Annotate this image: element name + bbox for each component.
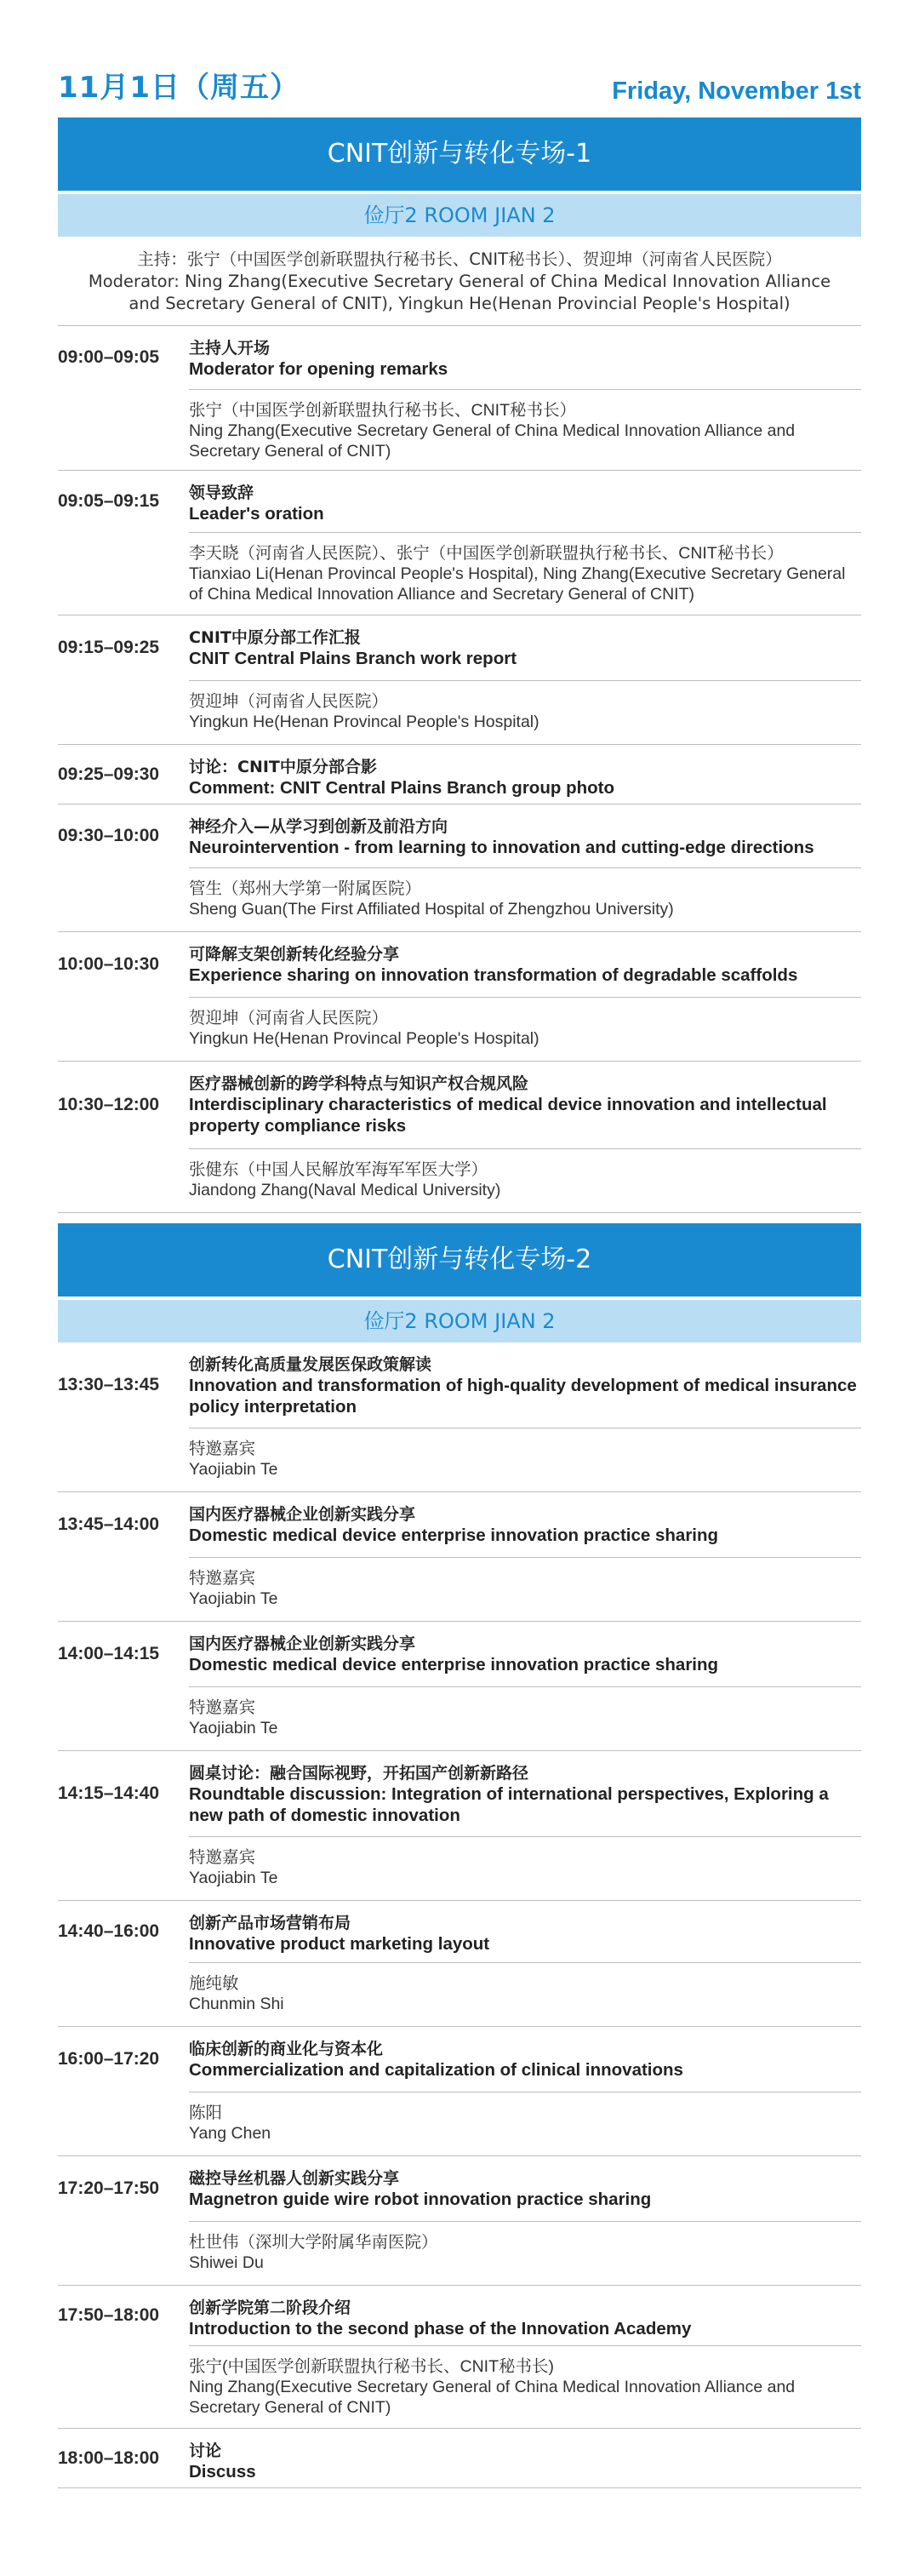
date-en: Friday, November 1st xyxy=(612,77,861,105)
agenda-item xyxy=(58,1342,861,1492)
moderator-line: 主持：张宁（中国医学创新联盟执行秘书长、CNIT秘书长）、贺迎坤（河南省人民医院） xyxy=(137,249,782,269)
topic-en: Interdisciplinary characteristics of medical device innovation and intellectual property compliance risks xyxy=(189,1095,827,1136)
moderator-block xyxy=(58,237,861,326)
topic-en: Domestic medical device enterprise innovation practice sharing xyxy=(189,1526,719,1545)
agenda-topic xyxy=(189,1622,861,1686)
agenda-content xyxy=(189,804,861,931)
speaker-en: Chunmin Shi xyxy=(189,1995,284,2013)
topic-cn: 医疗器械创新的跨学科特点与知识产权合规风险 xyxy=(189,1074,529,1093)
topic-en: Moderator for opening remarks xyxy=(189,359,448,379)
agenda-topic xyxy=(189,932,861,997)
speaker-cn: 陈阳 xyxy=(189,2104,223,2122)
moderator-line: and Secretary General of CNIT), Yingkun He(Henan Provincial People's Hospital) xyxy=(128,294,791,313)
agenda-content xyxy=(189,1751,861,1900)
speaker-cn: 施纯敏 xyxy=(189,1974,239,1993)
session-room: 俭厅2 ROOM JIAN 2 xyxy=(58,194,861,237)
agenda-time: 17:20–17:50 xyxy=(58,2178,160,2198)
topic-cn: 国内医疗器械企业创新实践分享 xyxy=(189,1505,416,1524)
topic-en: Innovative product marketing layout xyxy=(189,1934,490,1954)
topic-cn: 创新学院第二阶段介绍 xyxy=(189,2298,351,2317)
speaker-cn: 特邀嘉宾 xyxy=(189,1848,256,1867)
topic-en: Neurointervention - from learning to innovation and cutting-edge directions xyxy=(189,838,814,857)
agenda-item xyxy=(58,2429,861,2488)
agenda-item xyxy=(58,1751,861,1901)
agenda-item xyxy=(58,326,861,471)
speaker-en: Yaojiabin Te xyxy=(189,1719,278,1737)
speaker-en: Yang Chen xyxy=(189,2124,271,2143)
speaker-en: Yaojiabin Te xyxy=(189,1589,278,1608)
speaker-cn: 管生（郑州大学第一附属医院） xyxy=(189,879,422,898)
agenda-topic xyxy=(189,1342,861,1428)
topic-en: Introduction to the second phase of the Innovation Academy xyxy=(189,2319,692,2338)
agenda-time: 16:00–17:20 xyxy=(58,2049,160,2069)
speaker-en: Sheng Guan(The First Affiliated Hospital of Zhengzhou University) xyxy=(189,900,674,919)
agenda-time: 18:00–18:00 xyxy=(58,2448,160,2468)
topic-en: Innovation and transformation of high-quality development of medical insurance policy interpretation xyxy=(189,1376,857,1417)
speaker-en: Ning Zhang(Executive Secretary General of China Medical Innovation Alliance and Secretary General of CNIT) xyxy=(189,2378,796,2417)
agenda-time: 14:15–14:40 xyxy=(58,1783,160,1803)
topic-cn: 国内医疗器械企业创新实践分享 xyxy=(189,1634,416,1653)
agenda-content xyxy=(189,932,861,1061)
agenda-item xyxy=(58,1901,861,2027)
agenda-time: 09:00–09:05 xyxy=(58,347,160,367)
topic-en: Leader's oration xyxy=(189,504,324,524)
agenda-speaker xyxy=(189,997,861,1062)
speaker-en: Yingkun He(Henan Provincal People's Hospital) xyxy=(189,713,539,731)
speaker-en: Tianxiao Li(Henan Provincal People's Hospital), Ning Zhang(Executive Secretary General of China Medical Innovation Alliance and Secretary General of CNIT) xyxy=(189,564,846,604)
topic-cn: 磁控导丝机器人创新实践分享 xyxy=(189,2169,400,2188)
agenda-content xyxy=(189,2027,861,2155)
agenda-content xyxy=(189,1342,861,1491)
agenda-topic xyxy=(189,1751,861,1836)
agenda-time: 09:30–10:00 xyxy=(58,826,160,845)
agenda-speaker xyxy=(189,1836,861,1901)
agenda-topic xyxy=(189,1901,861,1962)
topic-en: Roundtable discussion: Integration of international perspectives, Exploring a new path of domestic innovation xyxy=(189,1784,829,1825)
agenda-content xyxy=(189,615,861,744)
agenda-item xyxy=(58,1622,861,1751)
agenda-item xyxy=(58,1062,861,1213)
speaker-cn: 张健东（中国人民解放军海军军医大学） xyxy=(189,1160,488,1179)
topic-cn: 创新转化高质量发展医保政策解读 xyxy=(189,1355,432,1374)
agenda-topic xyxy=(189,2156,861,2221)
agenda-topic xyxy=(189,2286,861,2345)
speaker-en: Shiwei Du xyxy=(189,2253,264,2272)
speaker-cn: 张宁（中国医学创新联盟执行秘书长、CNIT秘书长） xyxy=(189,401,576,420)
speaker-en: Yaojiabin Te xyxy=(189,1460,278,1479)
agenda-time: 10:00–10:30 xyxy=(58,954,160,974)
speaker-en: Ning Zhang(Executive Secretary General of China Medical Innovation Alliance and Secretary General of CNIT) xyxy=(189,421,796,461)
topic-cn: 创新产品市场营销布局 xyxy=(189,1914,351,1932)
speaker-en: Jiandong Zhang(Naval Medical University) xyxy=(189,1181,501,1199)
speaker-cn: 张宁(中国医学创新联盟执行秘书长、CNIT秘书长) xyxy=(189,2357,554,2376)
topic-en: CNIT Central Plains Branch work report xyxy=(189,649,517,668)
session-title: CNIT创新与转化专场-1 xyxy=(58,117,861,191)
agenda-time: 09:25–09:30 xyxy=(58,764,160,784)
agenda-time: 14:00–14:15 xyxy=(58,1644,160,1663)
agenda-topic xyxy=(189,745,861,804)
agenda-speaker xyxy=(189,1557,861,1622)
agenda-time: 09:05–09:15 xyxy=(58,491,160,511)
topic-cn: 讨论：CNIT中原分部合影 xyxy=(189,758,377,776)
session-title: CNIT创新与转化专场-2 xyxy=(58,1223,861,1297)
session-room: 俭厅2 ROOM JIAN 2 xyxy=(58,1300,861,1342)
agenda-topic xyxy=(189,2429,861,2488)
agenda-item xyxy=(58,471,861,615)
agenda-content xyxy=(189,1062,861,1212)
topic-en: Domestic medical device enterprise innovation practice sharing xyxy=(189,1655,719,1674)
date-row xyxy=(58,0,861,111)
agenda-topic xyxy=(189,2027,861,2092)
topic-cn: 可降解支架创新转化经验分享 xyxy=(189,945,400,964)
speaker-cn: 李天晓（河南省人民医院）、张宁（中国医学创新联盟执行秘书长、CNIT秘书长） xyxy=(189,544,784,563)
agenda-item xyxy=(58,932,861,1062)
topic-cn: 圆桌讨论：融合国际视野，开拓国产创新新路径 xyxy=(189,1764,529,1783)
agenda-speaker xyxy=(189,680,861,745)
agenda-topic xyxy=(189,804,861,867)
agenda-content xyxy=(189,1622,861,1750)
agenda-item xyxy=(58,1492,861,1622)
topic-en: Commercialization and capitalization of clinical innovations xyxy=(189,2060,683,2080)
agenda-content xyxy=(189,326,861,470)
speaker-en: Yingkun He(Henan Provincal People's Hospital) xyxy=(189,1029,539,1048)
topic-cn: 临床创新的商业化与资本化 xyxy=(189,2040,384,2058)
agenda-content xyxy=(189,745,861,804)
agenda-item xyxy=(58,2286,861,2429)
agenda-topic xyxy=(189,615,861,680)
moderator-line: Moderator: Ning Zhang(Executive Secretary General of China Medical Innovation Alliance xyxy=(88,272,831,291)
topic-en: Comment: CNIT Central Plains Branch group photo xyxy=(189,778,614,798)
agenda-speaker xyxy=(189,1962,861,2027)
topic-cn: CNIT中原分部工作汇报 xyxy=(189,628,361,647)
speaker-cn: 特邀嘉宾 xyxy=(189,1569,256,1588)
topic-cn: 神经介入—从学习到创新及前沿方向 xyxy=(189,817,448,836)
speaker-cn: 杜世伟（深圳大学附属华南医院） xyxy=(189,2233,438,2252)
agenda-item xyxy=(58,745,861,804)
speaker-cn: 特邀嘉宾 xyxy=(189,1440,256,1458)
agenda-item xyxy=(58,804,861,932)
speaker-cn: 贺迎坤（河南省人民医院） xyxy=(189,692,389,711)
topic-cn: 领导致辞 xyxy=(189,484,254,502)
agenda-time: 09:15–09:25 xyxy=(58,638,160,657)
agenda-item xyxy=(58,2027,861,2156)
agenda-speaker xyxy=(189,2092,861,2156)
topic-cn: 讨论 xyxy=(189,2441,222,2460)
agenda-speaker xyxy=(189,532,861,615)
agenda-time: 13:45–14:00 xyxy=(58,1514,160,1534)
agenda-speaker xyxy=(189,1148,861,1213)
agenda-item xyxy=(58,2156,861,2286)
agenda-speaker xyxy=(189,1428,861,1492)
agenda-time: 14:40–16:00 xyxy=(58,1921,160,1941)
agenda-topic xyxy=(189,1062,861,1148)
topic-en: Experience sharing on innovation transformation of degradable scaffolds xyxy=(189,965,798,985)
agenda-time: 17:50–18:00 xyxy=(58,2305,160,2325)
agenda-content xyxy=(189,471,861,615)
agenda-speaker xyxy=(189,2221,861,2286)
topic-en: Discuss xyxy=(189,2462,256,2482)
agenda-time: 13:30–13:45 xyxy=(58,1375,160,1394)
agenda-content xyxy=(189,1901,861,2026)
agenda-topic xyxy=(189,471,861,532)
agenda-content xyxy=(189,2156,861,2285)
agenda-time: 10:30–12:00 xyxy=(58,1095,160,1114)
agenda-item xyxy=(58,615,861,745)
agenda-topic xyxy=(189,1492,861,1557)
sessions-container xyxy=(58,117,861,2488)
agenda-speaker xyxy=(189,2345,861,2429)
agenda-speaker xyxy=(189,389,861,471)
speaker-cn: 特邀嘉宾 xyxy=(189,1698,256,1717)
speaker-cn: 贺迎坤（河南省人民医院） xyxy=(189,1009,389,1028)
topic-cn: 主持人开场 xyxy=(189,339,271,358)
speaker-en: Yaojiabin Te xyxy=(189,1869,278,1887)
agenda-speaker xyxy=(189,1686,861,1751)
date-cn: 11月1日（周五） xyxy=(58,71,300,105)
agenda-content xyxy=(189,2286,861,2428)
agenda-topic xyxy=(189,326,861,389)
agenda-content xyxy=(189,2429,861,2487)
agenda-content xyxy=(189,1492,861,1621)
topic-en: Magnetron guide wire robot innovation practice sharing xyxy=(189,2190,652,2209)
agenda-speaker xyxy=(189,867,861,932)
